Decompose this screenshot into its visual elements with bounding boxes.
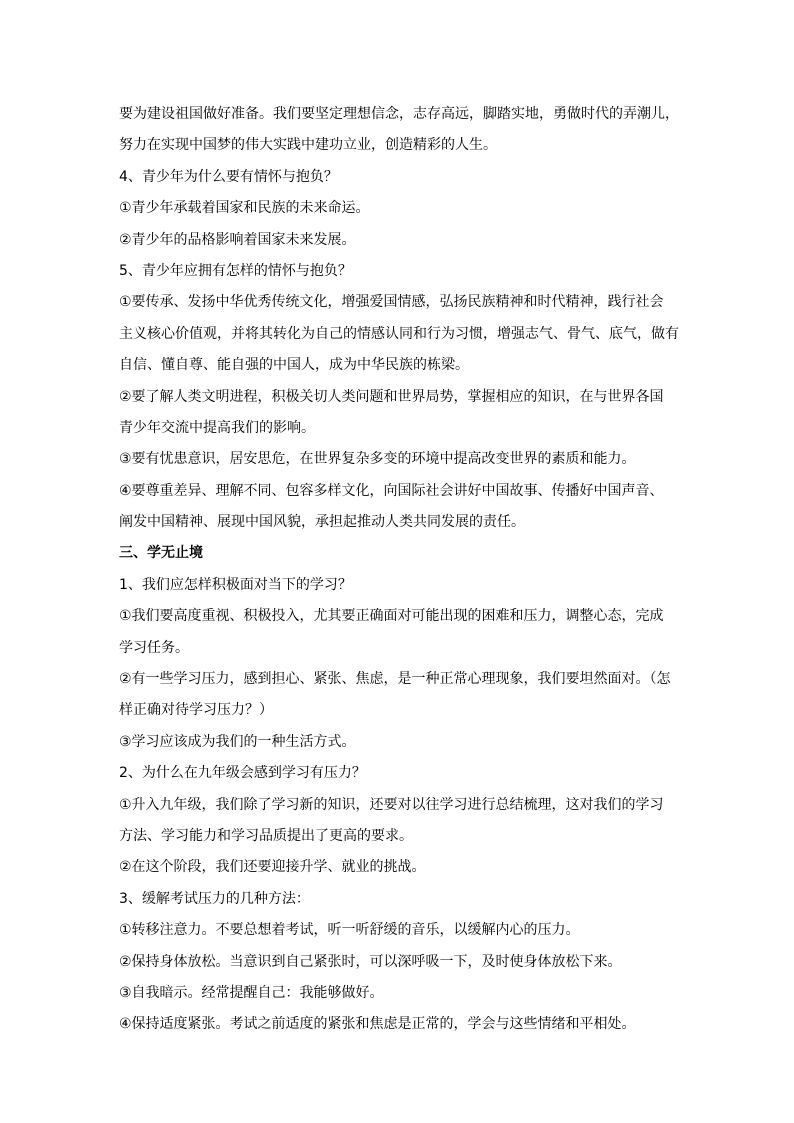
answer-line: ①青少年承载着国家和民族的未来命运。 — [119, 200, 370, 217]
answer-line: ②有一些学习压力，感到担心、紧张、焦虑，是一种正常心理现象，我们要坦然面对。（怎 — [119, 671, 671, 688]
answer-line: ①升入九年级，我们除了学习新的知识，还要对以往学习进行总结梳理，这对我们的学习 — [119, 796, 664, 813]
answer-line: ②在这个阶段，我们还要迎接升学、就业的挑战。 — [119, 859, 426, 876]
answer-line: 青少年交流中提高我们的影响。 — [119, 419, 315, 436]
answer-line: 方法、学习能力和学习品质提出了更高的要求。 — [119, 827, 413, 844]
answer-line: ①我们要高度重视、积极投入，尤其要正确面对可能出现的困难和压力，调整心态，完成 — [119, 608, 664, 625]
paragraph-line: 要为建设祖国做好准备。我们要坚定理想信念，志存高远，脚踏实地，勇做时代的弄潮儿， — [119, 106, 679, 122]
answer-line: ③要有忧患意识，居安思危，在世界复杂多变的环境中提高改变世界的素质和能力。 — [119, 451, 636, 468]
answer-line: ③学习应该成为我们的一种生活方式。 — [119, 733, 356, 750]
question-line: 1、我们应怎样积极面对当下的学习？ — [119, 576, 352, 593]
answer-line: 学习任务。 — [119, 639, 189, 656]
question-line: 4、青少年为什么要有情怀与抱负？ — [119, 168, 338, 185]
answer-line: ①要传承、发扬中华优秀传统文化，增强爱国情感，弘扬民族精神和时代精神，践行社会 — [119, 294, 664, 311]
answer-line: 主义核心价值观，并将其转化为自己的情感认同和行为习惯，增强志气、骨气、底气，做有 — [119, 325, 679, 342]
question-line: 5、青少年应拥有怎样的情怀与抱负？ — [119, 262, 352, 279]
paragraph-line: 努力在实现中国梦的伟大实践中建功立业，创造精彩的人生。 — [119, 137, 497, 154]
answer-line: ②青少年的品格影响着国家未来发展。 — [119, 231, 356, 248]
section-heading: 三、学无止境 — [119, 545, 203, 562]
answer-line: ④保持适度紧张。考试之前适度的紧张和焦虑是正常的，学会与这些情绪和平相处。 — [119, 1016, 636, 1033]
answer-line: 自信、懂自尊、能自强的中国人，成为中华民族的栋梁。 — [119, 357, 469, 374]
document-page — [119, 99, 679, 1041]
answer-line: 阐发中国精神、展现中国风貌，承担起推动人类共同发展的责任。 — [119, 514, 525, 531]
answer-line: 样正确对待学习压力？） — [119, 702, 273, 719]
answer-line: ③自我暗示。经常提醒自己：我能够做好。 — [119, 984, 384, 1001]
answer-line: ②保持身体放松。当意识到自己紧张时，可以深呼吸一下，及时使身体放松下来。 — [119, 953, 622, 970]
question-line: 2、为什么在九年级会感到学习有压力？ — [119, 765, 366, 782]
question-line: 3、缓解考试压力的几种方法： — [119, 890, 310, 907]
answer-line: ④要尊重差异、理解不同、包容多样文化，向国际社会讲好中国故事、传播好中国声音、 — [119, 482, 664, 499]
answer-line: ①转移注意力。不要总想着考试，听一听舒缓的音乐，以缓解内心的压力。 — [119, 922, 580, 939]
answer-line: ②要了解人类文明进程，积极关切人类问题和世界局势，掌握相应的知识，在与世界各国 — [119, 388, 664, 405]
